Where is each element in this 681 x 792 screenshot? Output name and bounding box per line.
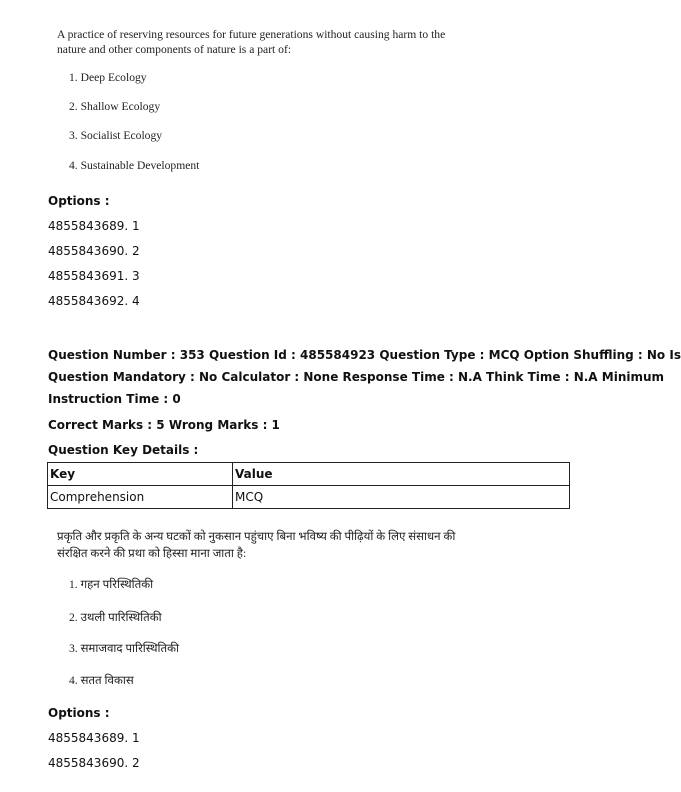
question-meta-line-3: Instruction Time : 0	[48, 392, 181, 406]
question-option-hi-1: 1. गहन परिस्थितिकी	[69, 578, 154, 591]
key-details-table	[47, 462, 570, 509]
options-label-2: Options :	[48, 706, 110, 720]
option-id-2-1: 4855843689. 1	[48, 731, 140, 745]
key-details-label: Question Key Details :	[48, 443, 199, 457]
table-header-row	[48, 463, 570, 486]
question-option-hi-4: 4. सतत विकास	[69, 674, 134, 687]
option-id-1: 4855843689. 1	[48, 219, 140, 233]
table-header-key: Key	[48, 463, 233, 486]
question-option-hi-3: 3. समाजवाद पारिस्थितिकी	[69, 642, 180, 655]
option-id-2-2: 4855843690. 2	[48, 756, 140, 770]
marks-line: Correct Marks : 5 Wrong Marks : 1	[48, 418, 280, 432]
question-option-1: 1. Deep Ecology	[69, 71, 147, 84]
question-meta-line-1: Question Number : 353 Question Id : 485584923 Question Type : MCQ Option Shuffling : No Is	[48, 348, 681, 362]
option-id-2: 4855843690. 2	[48, 244, 140, 258]
table-row	[48, 486, 570, 509]
question-option-2: 2. Shallow Ecology	[69, 100, 161, 113]
table-cell-key: Comprehension	[48, 486, 233, 509]
options-label: Options :	[48, 194, 110, 208]
question-text-english: A practice of reserving resources for future generations without causing harm to the nature and other components of nature is a part of:	[57, 28, 446, 56]
option-id-3: 4855843691. 3	[48, 269, 140, 283]
question-meta-line-2: Question Mandatory : No Calculator : None Response Time : N.A Think Time : N.A Minimum	[48, 370, 665, 384]
option-id-4: 4855843692. 4	[48, 294, 140, 308]
question-option-hi-2: 2. उथली पारिस्थितिकी	[69, 611, 162, 624]
table-header-value: Value	[233, 463, 570, 486]
question-option-3: 3. Socialist Ecology	[69, 129, 163, 142]
table-cell-value: MCQ	[233, 486, 570, 509]
question-option-4: 4. Sustainable Development	[69, 159, 200, 172]
question-text-hindi: प्रकृति और प्रकृति के अन्य घटकों को नुकसान पहुंचाए बिना भविष्य की पीढ़ियों के लिए संसाधन की संरक्षित करने की प्रथा को हिस्सा माना जाता है:	[57, 530, 456, 560]
